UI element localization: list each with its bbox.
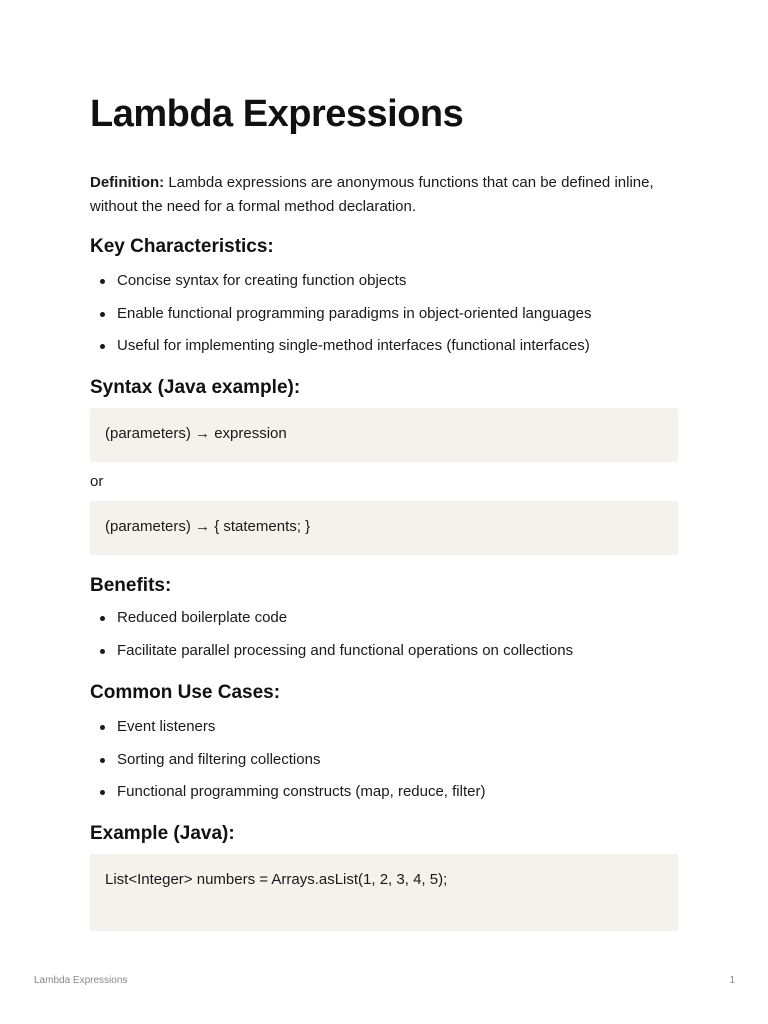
definition-text: Lambda expressions are anonymous functions that can be defined inline, without the need for a formal method declaration. [90,174,654,215]
code-text: (parameters) → { statements; } [105,518,311,535]
heading-key-characteristics: Key Characteristics: [90,236,274,257]
list-key-characteristics [90,270,678,368]
list-item: Enable functional programming paradigms in object-oriented languages [90,303,678,325]
code-block-syntax-expression [90,408,678,462]
separator-text: or [90,473,104,490]
page-title: Lambda Expressions [90,93,464,135]
list-benefits [90,607,678,672]
list-item: Functional programming constructs (map, reduce, filter) [90,781,678,803]
list-item: Concise syntax for creating function objects [90,270,678,292]
list-item: Event listeners [90,716,678,738]
definition-label: Definition: [90,174,165,191]
page-number: 1 [729,975,735,986]
heading-example: Example (Java): [90,823,235,844]
list-item: Useful for implementing single-method interfaces (functional interfaces) [90,335,678,357]
list-item: Reduced boilerplate code [90,607,678,629]
code-text: List<Integer> numbers = Arrays.asList(1, 2, 3, 4, 5); [105,871,448,888]
footer-title: Lambda Expressions [34,975,128,986]
code-text: (parameters) → expression [105,425,287,442]
list-use-cases [90,716,678,814]
list-item: Sorting and filtering collections [90,749,678,771]
heading-syntax: Syntax (Java example): [90,377,301,398]
code-block-example [90,854,678,931]
heading-benefits: Benefits: [90,575,172,596]
list-item: Facilitate parallel processing and functional operations on collections [90,640,678,662]
code-block-syntax-statements [90,501,678,555]
definition-paragraph [90,171,678,219]
heading-common-use-cases: Common Use Cases: [90,682,281,703]
